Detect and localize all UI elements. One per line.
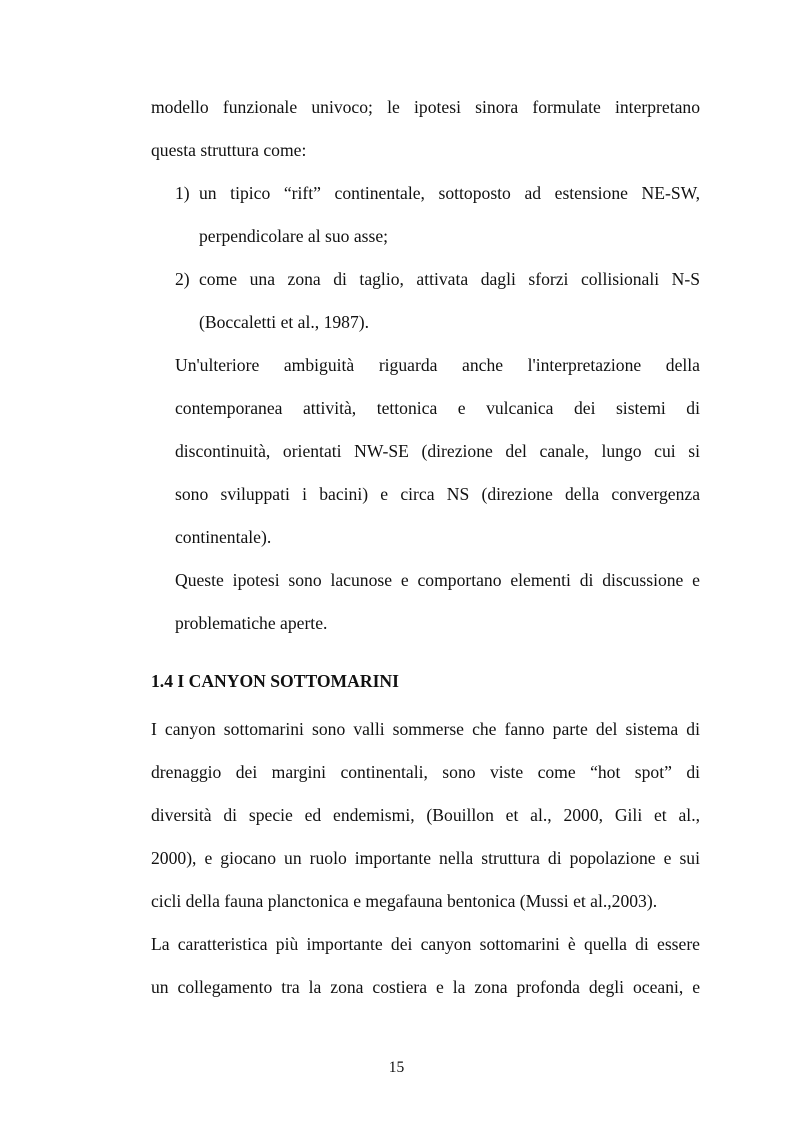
hypothesis-1-line-2: perpendicolare al suo asse; — [199, 226, 389, 246]
gaps-line-1: Queste ipotesi sono lacunose e comportano elementi di discussione e — [175, 570, 700, 590]
intro-line-2: questa struttura come: — [151, 140, 307, 160]
canyons-line-1: I canyon sottomarini sono valli sommerse che fanno parte del sistema di — [151, 719, 700, 739]
canyons-line-2: drenaggio dei margini continentali, sono viste come “hot spot” di — [151, 762, 700, 782]
characteristic-line-2: un collegamento tra la zona costiera e la zona profonda degli oceani, e — [151, 977, 700, 997]
page-number: 15 — [388, 1059, 405, 1076]
canyons-line-5: cicli della fauna planctonica e megafauna bentonica (Mussi et al.,2003). — [151, 891, 658, 911]
ambiguity-line-5: continentale). — [175, 527, 272, 547]
canyons-line-4: 2000), e giocano un ruolo importante nella struttura di popolazione e sui — [151, 848, 700, 868]
intro-line-1: modello funzionale univoco; le ipotesi sinora formulate interpretano — [151, 97, 700, 117]
hypothesis-2-number: 2) — [175, 269, 190, 289]
ambiguity-line-3: discontinuità, orientati NW-SE (direzione del canale, lungo cui si — [175, 441, 700, 461]
hypothesis-2-line-2: (Boccaletti et al., 1987). — [199, 312, 370, 332]
characteristic-line-1: La caratteristica più importante dei canyon sottomarini è quella di essere — [151, 934, 700, 954]
ambiguity-line-2: contemporanea attività, tettonica e vulcanica dei sistemi di — [175, 398, 700, 418]
canyons-line-3: diversità di specie ed endemismi, (Bouillon et al., 2000, Gili et al., — [151, 805, 700, 825]
section-heading: 1.4 I CANYON SOTTOMARINI — [151, 671, 399, 691]
hypothesis-2-line-1: come una zona di taglio, attivata dagli sforzi collisionali N-S — [199, 269, 700, 289]
ambiguity-line-4: sono sviluppati i bacini) e circa NS (direzione della convergenza — [175, 484, 700, 504]
ambiguity-line-1: Un'ulteriore ambiguità riguarda anche l'interpretazione della — [175, 355, 700, 375]
hypothesis-1-number: 1) — [175, 183, 190, 203]
gaps-line-2: problematiche aperte. — [175, 613, 328, 633]
hypothesis-1-line-1: un tipico “rift” continentale, sottoposto ad estensione NE-SW, — [199, 183, 700, 203]
